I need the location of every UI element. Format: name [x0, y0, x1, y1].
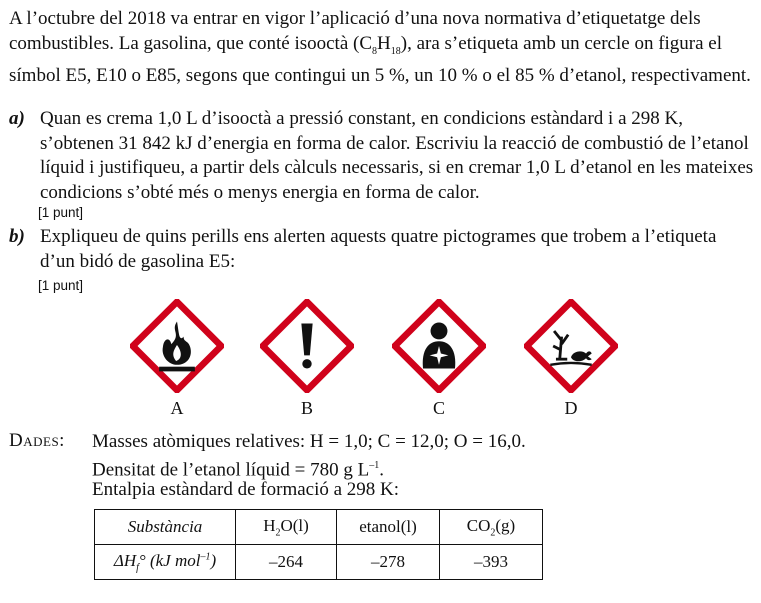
delta-h-exp: –1	[200, 551, 211, 563]
pictogram-d	[524, 299, 618, 393]
delta-h-unit: ° (kJ mol	[138, 550, 201, 570]
table-header-substance: Substància	[95, 510, 236, 545]
table-row-label	[95, 545, 236, 580]
flame-icon	[130, 299, 224, 393]
pictogram-c	[392, 299, 486, 393]
table-cell-ethanol: –278	[337, 545, 440, 580]
co2-g: (g)	[495, 515, 516, 535]
question-b-text: Expliqueu de quins perills ens alerten aquests quatre pictogrames que trobem a l’etiqueta d’un bidó de gasolina E5:	[40, 226, 717, 272]
table-header-ethanol: etanol(l)	[337, 510, 440, 545]
intro-paragraph	[9, 7, 754, 89]
water-h: H	[263, 515, 276, 535]
question-b-label: b)	[9, 226, 25, 247]
enthalpy-table	[94, 509, 543, 580]
question-b-points: [1 punt]	[38, 278, 84, 293]
intro-text-1: A l’octubre del 2018 va entrar en vigor l’aplicació d’una nova normativa d’etiquetatge dels combustibles. La gasolina, que conté isooctà (C	[9, 8, 701, 54]
environment-hazard-icon	[524, 299, 618, 393]
health-hazard-icon	[392, 299, 486, 393]
table-header-row	[95, 510, 543, 545]
pictogram-b	[260, 299, 354, 393]
co2-sub: 2	[490, 527, 496, 539]
delta-h-sub: f	[136, 562, 139, 574]
table-cell-co2: –393	[440, 545, 543, 580]
dades-density-end: .	[379, 459, 384, 481]
delta-h: ΔH	[113, 550, 137, 570]
dades-enthalpy: Entalpia estàndard de formació a 298 K:	[92, 479, 400, 500]
delta-h-close: )	[210, 550, 217, 570]
pictogram-c-label: C	[432, 398, 445, 418]
question-a	[9, 107, 754, 205]
intro-sub-1: 8	[372, 45, 378, 57]
table-row	[95, 545, 543, 580]
pictogram-a	[130, 299, 224, 393]
pictogram-a-label: A	[170, 398, 184, 418]
question-a-label: a)	[9, 108, 25, 129]
intro-text-2: H	[377, 32, 391, 54]
water-sub: 2	[275, 527, 281, 539]
pictogram-b-label: B	[300, 398, 313, 418]
intro-sub-2: 18	[390, 45, 401, 57]
dades-atomic-masses: Masses atòmiques relatives: H = 1,0; C = 12,0; O = 16,0.	[92, 431, 526, 452]
question-b	[9, 225, 754, 274]
table-header-co2	[440, 510, 543, 545]
pictogram-d-label: D	[564, 398, 578, 418]
table-header-water	[236, 510, 337, 545]
exclamation-icon	[260, 299, 354, 393]
dades-heading: Dades:	[9, 430, 65, 451]
water-o: O(l)	[280, 515, 309, 535]
dades-density-exp: –1	[369, 460, 380, 471]
intro-text-3: ), ara s’etiqueta amb un cercle on figura el símbol E5, E10 o E85, segons que contingui un 5 %, un 10 % o el 85 % d’etanol, respectivament.	[9, 32, 751, 86]
co2-co: CO	[466, 515, 491, 535]
question-a-text: Quan es crema 1,0 L d’isooctà a pressió constant, en condicions estàndard i a 298 K, s’obtenen 31 842 kJ d’energia en forma de calor. Escriviu la reacció de combustió de l’etanol líquid i justifiqueu, a partir dels càlculs necessaris, si en cremar 1,0 L d’etanol en les mateixes condicions s’obté més o menys energia en forma de calor.	[40, 108, 754, 203]
dades-density-text: Densitat de l’etanol líquid = 780 g L	[92, 459, 370, 481]
question-a-points: [1 punt]	[38, 205, 84, 220]
table-cell-water: –264	[236, 545, 337, 580]
